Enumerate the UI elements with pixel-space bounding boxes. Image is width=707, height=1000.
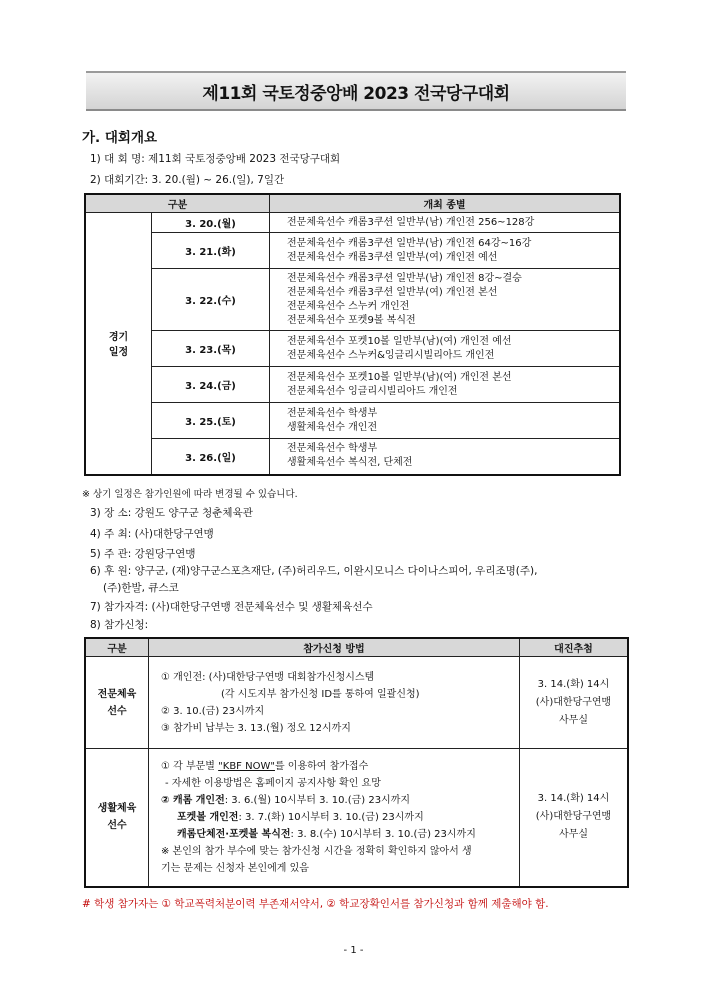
reg-am-bold: 포켓볼 개인전 — [177, 811, 239, 823]
schedule-events — [270, 403, 621, 439]
schedule-event-line: 전문체육선수 잉글리시빌리아드 개인전 — [287, 385, 458, 397]
reg-header-draw: 대진추첨 — [520, 638, 629, 657]
schedule-table — [84, 193, 621, 476]
schedule-date: 3. 24.(금) — [152, 367, 270, 403]
schedule-date: 3. 21.(화) — [152, 233, 270, 269]
schedule-group-label: 경기 일정 — [85, 213, 152, 475]
reg-am-text: : 3. 8.(수) 10시부터 3. 10.(금) 23시까지 — [290, 828, 476, 840]
reg-am-text: : 3. 7.(화) 10시부터 3. 10.(금) 23시까지 — [238, 811, 424, 823]
reg-draw-pro-text: 3. 14.(화) 14시 (사)대한당구연맹 사무실 — [535, 678, 612, 726]
reg-am-bold: ② 캐롬 개인전 — [161, 794, 225, 806]
schedule-events — [270, 367, 621, 403]
schedule-event-line: 전문체육선수 캐롬3쿠션 일반부(남) 개인전 256~128강 — [287, 216, 535, 228]
schedule-event-line: 전문체육선수 포켓9볼 복식전 — [287, 314, 416, 326]
schedule-event-line: 전문체육선수 학생부 — [287, 443, 378, 455]
schedule-event-line: 전문체육선수 캐롬3쿠션 일반부(여) 개인전 예선 — [287, 251, 498, 263]
student-notice: # 학생 참가자는 ① 학교폭력처분이력 부존재서약서, ② 학교장확인서를 참가신청과 함께 제출해야 함. — [82, 898, 549, 910]
item-organizer: 5) 주 관: 강원당구연맹 — [90, 548, 196, 560]
schedule-header-category: 구분 — [85, 194, 270, 213]
reg-am-line2: - 자세한 이용방법은 홈페이지 공지사항 확인 요망 — [165, 777, 381, 789]
reg-am-line3 — [161, 792, 513, 809]
item-eligibility: 7) 참가자격: (사)대한당구연맹 전문체육선수 및 생활체육선수 — [90, 601, 373, 613]
schedule-event-line: 전문체육선수 캐롬3쿠션 일반부(남) 개인전 8강~결승 — [287, 272, 522, 284]
reg-pro-line: ② 3. 10.(금) 23시까지 — [161, 705, 265, 717]
schedule-date: 3. 20.(월) — [152, 213, 270, 233]
schedule-event-line: 전문체육선수 스누커 개인전 — [287, 300, 410, 312]
schedule-event-line: 전문체육선수 학생부 — [287, 407, 378, 419]
reg-am-text: ① 각 부문별 — [161, 760, 219, 772]
schedule-events — [270, 439, 621, 475]
schedule-note: ※ 상기 일정은 참가인원에 따라 변경될 수 있습니다. — [82, 489, 298, 500]
item-sponsors-cont: (주)한발, 큐스코 — [103, 582, 179, 594]
schedule-event-line: 전문체육선수 포켓10볼 일반부(남)(여) 개인전 예선 — [287, 335, 512, 347]
page-number: - 1 - — [343, 945, 364, 956]
schedule-date: 3. 25.(토) — [152, 403, 270, 439]
schedule-events — [270, 331, 621, 367]
title-banner — [86, 71, 626, 111]
reg-draw-pro — [520, 657, 629, 749]
registration-table — [84, 637, 629, 888]
reg-header-method: 참가신청 방법 — [149, 638, 520, 657]
schedule-date: 3. 22.(수) — [152, 269, 270, 331]
reg-am-text: : 3. 6.(월) 10시부터 3. 10.(금) 23시까지 — [224, 794, 411, 806]
schedule-event-line: 전문체육선수 스누커&잉글리시빌리아드 개인전 — [287, 349, 495, 361]
schedule-event-line: 생활체육선수 개인전 — [287, 421, 378, 433]
schedule-event-line: 생활체육선수 복식전, 단체전 — [287, 457, 413, 469]
schedule-event-line: 전문체육선수 포켓10볼 일반부(남)(여) 개인전 본선 — [287, 371, 512, 383]
reg-am-bold: 캐롬단체전·포켓볼 복식전 — [177, 828, 291, 840]
reg-header-category: 구분 — [85, 638, 149, 657]
reg-am-line5 — [161, 826, 513, 843]
reg-am-text: 를 이용하여 참가접수 — [274, 760, 369, 772]
schedule-events — [270, 233, 621, 269]
section-heading: 가. 대회개요 — [82, 130, 158, 146]
document-title: 제11회 국토정중앙배 2023 전국당구대회 — [202, 83, 510, 104]
reg-method-amateur — [149, 749, 520, 887]
reg-draw-amateur — [520, 749, 629, 887]
reg-cat-pro — [85, 657, 149, 749]
reg-pro-line: (각 시도지부 참가신청 ID를 통하여 일괄신청) — [221, 688, 420, 700]
item-event-name: 1) 대 회 명: 제11회 국토정중앙배 2023 전국당구대회 — [90, 153, 341, 165]
item-event-period: 2) 대회기간: 3. 20.(월) ~ 26.(일), 7일간 — [90, 174, 285, 186]
schedule-header-events: 개최 종별 — [270, 194, 621, 213]
schedule-date: 3. 26.(일) — [152, 439, 270, 475]
schedule-date: 3. 23.(목) — [152, 331, 270, 367]
reg-pro-line: ① 개인전: (사)대한당구연맹 대회참가신청시스템 — [161, 671, 375, 683]
schedule-events — [270, 213, 621, 233]
reg-am-line4 — [161, 809, 513, 826]
item-host: 4) 주 최: (사)대한당구연맹 — [90, 528, 214, 540]
item-registration: 8) 참가신청: — [90, 619, 149, 631]
reg-cat-pro-label: 전문체육 선수 — [97, 688, 137, 717]
reg-method-pro — [149, 657, 520, 749]
reg-cat-amateur-label: 생활체육 선수 — [97, 803, 137, 832]
reg-am-line1 — [161, 758, 513, 775]
reg-am-line6: ※ 본인의 참가 부수에 맞는 참가신청 시간을 정확히 확인하지 않아서 생 — [161, 845, 472, 857]
reg-am-line7: 기는 문제는 신청자 본인에게 있음 — [161, 862, 309, 874]
schedule-events — [270, 269, 621, 331]
reg-draw-amateur-text: 3. 14.(화) 14시 (사)대한당구연맹 사무실 — [535, 793, 612, 841]
reg-cat-amateur — [85, 749, 149, 887]
schedule-event-line: 전문체육선수 캐롬3쿠션 일반부(남) 개인전 64강~16강 — [287, 237, 532, 249]
item-sponsors: 6) 후 원: 양구군, (재)양구군스포츠재단, (주)허리우드, 이완시모니스 다이나스피어, 우리조명(주), — [90, 565, 538, 577]
reg-pro-line: ③ 참가비 납부는 3. 13.(월) 정오 12시까지 — [161, 722, 351, 734]
item-venue: 3) 장 소: 강원도 양구군 청춘체육관 — [90, 507, 253, 519]
kbf-now-link[interactable]: "KBF NOW" — [218, 760, 275, 772]
schedule-event-line: 전문체육선수 캐롬3쿠션 일반부(여) 개인전 본선 — [287, 286, 498, 298]
